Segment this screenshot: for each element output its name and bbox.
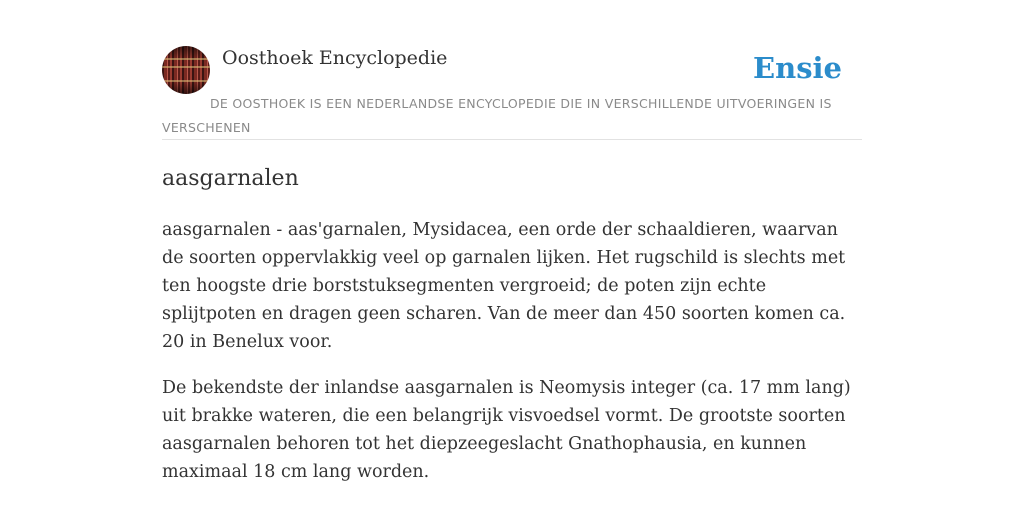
- brand-logo[interactable]: Ensie: [753, 51, 842, 85]
- site-title[interactable]: Oosthoek Encyclopedie: [222, 47, 448, 69]
- article: [162, 162, 864, 504]
- article-paragraph: De bekendste der inlandse aasgarnalen is Neomysis integer (ca. 17 mm lang) uit brakke wateren, die een belangrijk visvoedsel vormt. De grootste soorten aasgarnalen behoren tot het diepzeegeslacht Gnathophausia, en kunnen maximaal 18 cm lang worden.: [162, 378, 851, 482]
- encyclopedia-books-icon[interactable]: [162, 46, 210, 94]
- site-tagline: DE OOSTHOEK IS EEN NEDERLANDSE ENCYCLOPEDIE DIE IN VERSCHILLENDE UITVOERINGEN IS VERSCHENEN: [162, 96, 832, 135]
- page-title: aasgarnalen: [162, 166, 299, 191]
- book-spine-band: [162, 58, 210, 60]
- site-header: [162, 46, 862, 140]
- book-spine-band: [162, 66, 210, 68]
- book-spine-band: [162, 80, 210, 82]
- article-paragraph: aasgarnalen - aas'garnalen, Mysidacea, een orde der schaaldieren, waarvan de soorten oppervlakkig veel op garnalen lijken. Het rugschild is slechts met ten hoogste drie borststuksegmenten vergroeid; de poten zijn echte splijtpoten en dragen geen scharen. Van de meer dan 450 soorten komen ca. 20 in Benelux voor.: [162, 220, 846, 352]
